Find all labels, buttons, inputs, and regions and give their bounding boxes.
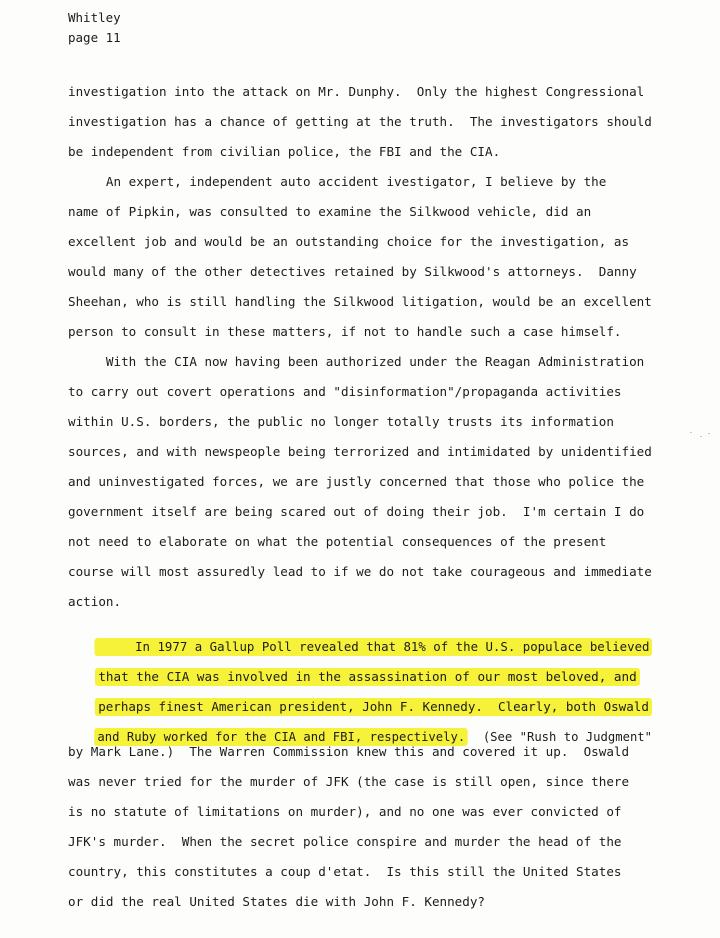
body-line: An expert, independent auto accident ivestigator, I believe by the bbox=[68, 174, 607, 189]
body-line: Sheehan, who is still handling the Silkwood litigation, would be an excellent bbox=[68, 294, 652, 309]
body-line: to carry out covert operations and "disinformation"/propaganda activities bbox=[68, 384, 622, 399]
body-line: would many of the other detectives retained by Silkwood's attorneys. Danny bbox=[68, 264, 637, 279]
body-line: name of Pipkin, was consulted to examine the Silkwood vehicle, did an bbox=[68, 204, 592, 219]
scan-speck bbox=[690, 432, 692, 433]
highlighted-text: that the CIA was involved in the assassination of our most beloved, and bbox=[95, 668, 639, 686]
body-line: be independent from civilian police, the FBI and the CIA. bbox=[68, 144, 501, 159]
body-line: country, this constitutes a coup d'etat. Is this still the United States bbox=[68, 864, 622, 879]
body-line: sources, and with newspeople being terrorized and intimidated by unidentified bbox=[68, 444, 652, 459]
body-line: investigation into the attack on Mr. Dunphy. Only the highest Congressional bbox=[68, 84, 645, 99]
page-number: page 11 bbox=[68, 30, 121, 45]
body-line: by Mark Lane.) The Warren Commission knew this and covered it up. Oswald bbox=[68, 744, 630, 759]
highlighted-text: In 1977 a Gallup Poll revealed that 81% of the U.S. populace believed bbox=[95, 638, 653, 656]
scan-speck bbox=[708, 433, 710, 434]
body-line: With the CIA now having been authorized under the Reagan Administration bbox=[68, 354, 645, 369]
body-line: not need to elaborate on what the potential consequences of the present bbox=[68, 534, 607, 549]
body-line: excellent job and would be an outstanding choice for the investigation, as bbox=[68, 234, 630, 249]
page-header bbox=[68, 8, 121, 48]
highlighted-text: perhaps finest American president, John F. Kennedy. Clearly, both Oswald bbox=[95, 698, 652, 716]
body-line: JFK's murder. When the secret police conspire and murder the head of the bbox=[68, 834, 622, 849]
body-line: investigation has a chance of getting at the truth. The investigators should bbox=[68, 114, 652, 129]
body-line: action. bbox=[68, 594, 122, 609]
body-line: within U.S. borders, the public no longer totally trusts its information bbox=[68, 414, 614, 429]
author-name: Whitley bbox=[68, 10, 121, 25]
body-line: government itself are being scared out of doing their job. I'm certain I do bbox=[68, 504, 645, 519]
body-line: and uninvestigated forces, we are justly concerned that those who police the bbox=[68, 474, 645, 489]
body-line: or did the real United States die with John F. Kennedy? bbox=[68, 894, 486, 909]
body-line: person to consult in these matters, if not to handle such a case himself. bbox=[68, 324, 622, 339]
body-line: is no statute of limitations on murder), and no one was ever convicted of bbox=[68, 804, 622, 819]
highlighted-text: and Ruby worked for the CIA and FBI, respectively. bbox=[95, 728, 469, 746]
body-line: was never tried for the murder of JFK (the case is still open, since there bbox=[68, 774, 630, 789]
body-line: course will most assuredly lead to if we do not take courageous and immediate bbox=[68, 564, 652, 579]
body-text: (See "Rush to Judgment" bbox=[468, 729, 653, 744]
scan-speck bbox=[700, 436, 702, 437]
